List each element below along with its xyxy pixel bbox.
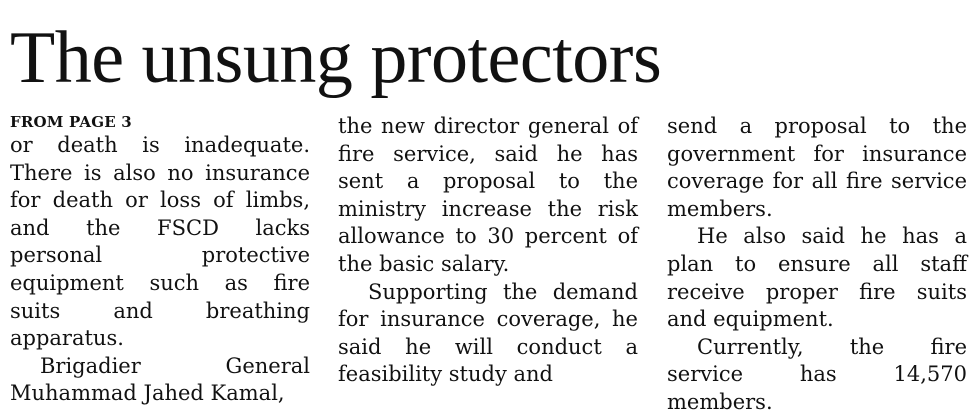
paragraph: Brigadier General Muhammad Jahed Kamal, (10, 353, 310, 406)
paragraph: send a proposal to the government for insurance coverage for all fire service members. (667, 114, 967, 221)
paragraph: Supporting the demand for insurance coverage, he said he will conduct a feasibility study and (338, 279, 638, 387)
paragraph: He also said he has a plan to ensure all staff receive proper fire suits and equipment. (667, 224, 967, 332)
article-column-1 (10, 112, 310, 408)
article-column-3 (667, 113, 967, 417)
headline: The unsung protectors (10, 17, 662, 99)
paragraph: the new director general of fire service, said he has sent a proposal to the ministry increase the risk allowance to 30 percent of the basic salary. (338, 114, 638, 276)
paragraph: Currently, the fire service has 14,570 members. (667, 334, 967, 414)
paragraph: or death is inadequate. There is also no insurance for death or loss of limbs, and the FSCD lacks personal protective equipment such as fire suits and breathing apparatus. (10, 133, 310, 351)
article-column-2 (338, 113, 638, 389)
continuation-kicker: FROM PAGE 3 (10, 113, 132, 131)
